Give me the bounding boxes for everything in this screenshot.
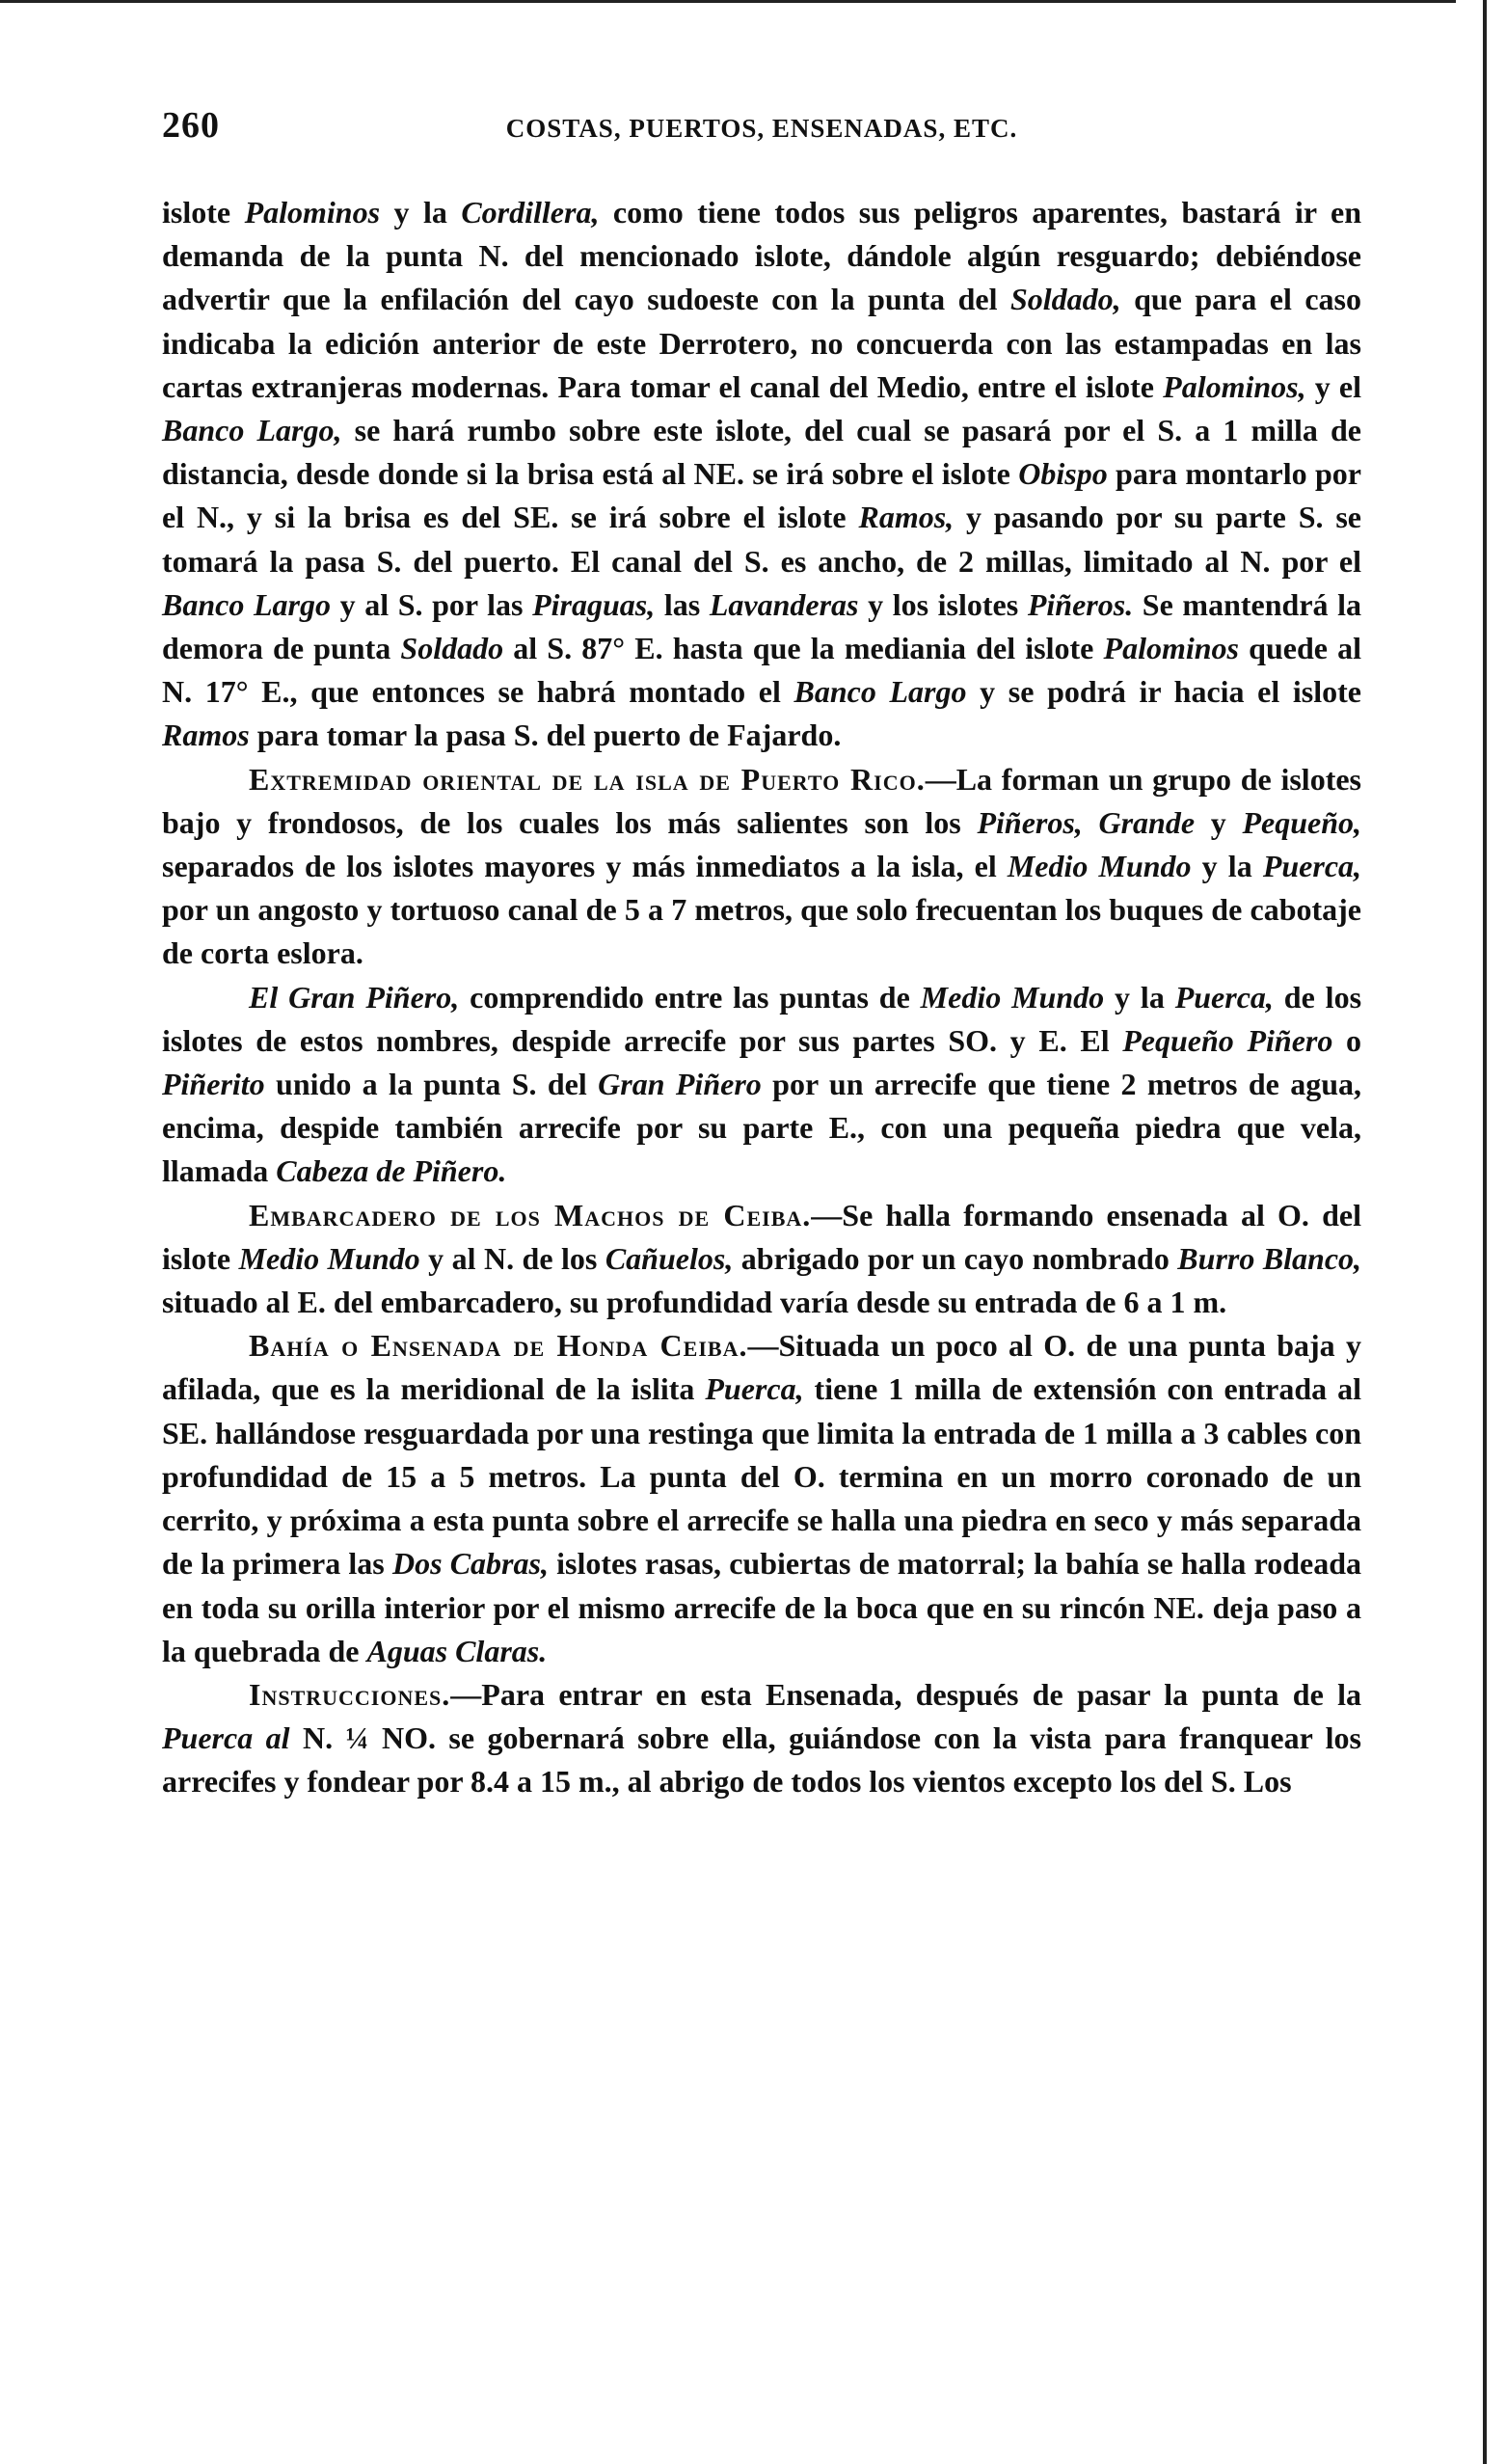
italic-name: Piñerito <box>162 1067 265 1102</box>
text-run: —Para entrar en esta Ensenada, después de pasar la punta de la <box>450 1676 1361 1712</box>
text-run: que para el caso indicaba la edición anterior de este Derrotero, no concuerda con las estampadas en las cartas extranjeras modernas. Para tomar el canal del Medio, entre el islote <box>162 282 1362 404</box>
text-run: —La forman un grupo de islotes bajo y frondosos, de los cuales los más salientes son los <box>162 761 1362 840</box>
italic-name: Banco Largo <box>793 674 967 710</box>
italic-name: Banco Largo <box>162 586 331 622</box>
italic-name: Puerca, <box>1262 849 1362 884</box>
text-run: y la <box>380 195 462 230</box>
section-heading: Extremidad oriental de la isla de Puerto Rico. <box>249 761 926 797</box>
paragraph-canal-instructions <box>162 191 1361 758</box>
italic-name: Pequeño Piñero <box>1122 1022 1333 1058</box>
text-run: como tiene todos sus peligros aparentes, bastará ir en demanda de la punta N. del mencionado islote, dándole algún resguardo; debiéndose advertir que la enfilación del cayo sudoeste con la punta del <box>162 195 1362 317</box>
italic-name: Medio Mundo <box>238 1240 420 1276</box>
italic-name: Dos Cabras, <box>391 1546 549 1582</box>
italic-name: Cordillera, <box>461 195 600 230</box>
text-run: —Situada un poco al O. de una punta baja y afilada, que es la meridional de la islita <box>162 1328 1361 1407</box>
page-number: 260 <box>162 105 220 146</box>
text-run: para montarlo por el N., y si la brisa es del SE. se irá sobre el islote <box>162 456 1362 535</box>
text-run: y al N. de los <box>419 1240 605 1276</box>
italic-name: Palominos <box>1103 631 1239 666</box>
text-run: —Se halla formando ensenada al O. del islote <box>162 1197 1361 1276</box>
italic-name: Soldado, <box>1009 282 1121 317</box>
body-text <box>162 191 1361 1804</box>
text-run: y se podrá ir hacia el islote <box>966 674 1362 710</box>
text-run: separados de los islotes mayores y más inmediatos a la isla, el <box>162 849 1008 884</box>
text-run: y los islotes <box>858 586 1028 622</box>
text-run: situado al E. del embarcadero, su profundidad varía desde su entrada de 6 a 1 m. <box>162 1285 1227 1320</box>
text-run: las <box>655 586 710 622</box>
section-heading: Bahía o Ensenada de Honda Ceiba. <box>249 1328 748 1364</box>
text-run: islotes rasas, cubiertas de matorral; la bahía se halla rodeada en toda su orilla interior por el mismo arrecife de la boca que en su rincón NE. deja paso a la quebrada de <box>162 1546 1362 1668</box>
text-run: se hará rumbo sobre este islote, del cual se pasará por el S. a 1 milla de distancia, desde donde si la brisa está al NE. se irá sobre el islote <box>162 413 1362 492</box>
text-run: islote <box>162 195 245 230</box>
book-page <box>162 104 1361 1804</box>
italic-name: Obispo <box>1018 456 1108 492</box>
italic-name: Cabeza de Piñero. <box>276 1153 507 1189</box>
paragraph-extremidad-oriental <box>162 758 1361 976</box>
running-head <box>162 104 1361 162</box>
italic-name: Ramos, <box>858 500 955 535</box>
italic-name: Puerca, <box>1174 979 1274 1015</box>
italic-name: Piraguas, <box>532 586 656 622</box>
italic-name: Pequeño, <box>1242 804 1362 840</box>
text-run: y la <box>1104 979 1175 1015</box>
italic-name: Gran Piñero <box>598 1067 762 1102</box>
text-run: comprendido entre las puntas de <box>459 979 921 1015</box>
section-heading: Instrucciones. <box>249 1676 451 1712</box>
text-run: y <box>1195 804 1243 840</box>
section-heading: Embarcadero de los Machos de Ceiba. <box>249 1197 812 1232</box>
text-run: Se mantendrá la demora de punta <box>162 586 1362 666</box>
text-run: por un angosto y tortuoso canal de 5 a 7 metros, que solo frecuentan los buques de cabotaje de corta eslora. <box>162 892 1361 971</box>
text-run: para tomar la pasa S. del puerto de Fajardo. <box>249 718 842 753</box>
paragraph-gran-pinero <box>162 976 1361 1194</box>
italic-name: Lavanderas <box>709 586 859 622</box>
italic-name: Piñeros, Grande <box>977 804 1196 840</box>
italic-name: Soldado <box>400 631 504 666</box>
text-run: y la <box>1191 849 1263 884</box>
italic-name: Medio Mundo <box>920 979 1105 1015</box>
text-run: abrigado por un cayo nombrado <box>733 1240 1178 1276</box>
italic-name: Palominos <box>244 195 381 230</box>
text-run: de los islotes de estos nombres, despide arrecife por sus partes SO. y E. El <box>162 979 1362 1058</box>
paragraph-embarcadero-machos <box>162 1194 1361 1325</box>
text-run: por un arrecife que tiene 2 metros de agua, encima, despide también arrecife por su parte E., con una pequeña piedra que vela, llamada <box>162 1067 1362 1189</box>
right-border-line <box>1483 0 1487 2464</box>
paragraph-bahia-honda-ceiba <box>162 1324 1361 1673</box>
text-run: tiene 1 milla de extensión con entrada al SE. hallándose resguardada por una restinga que limita la entrada de 1 milla a 3 cables con profundidad de 15 a 5 metros. La punta del O. termina en un morro coronado de un cerrito, y próxima a esta punta sobre el arrecife se halla una piedra en seco y más separada de la primera las <box>162 1371 1361 1582</box>
italic-name: Cañuelos, <box>605 1240 734 1276</box>
italic-name: Banco Largo, <box>162 413 342 448</box>
text-run: y al S. por las <box>330 586 533 622</box>
text-run: o <box>1332 1022 1362 1058</box>
italic-name: El Gran Piñero, <box>249 979 460 1015</box>
text-run: y pasando por su parte S. se tomará la pasa S. del puerto. El canal del S. es ancho, de 2 millas, limitado al N. por el <box>162 500 1362 579</box>
top-border-line <box>0 0 1456 3</box>
italic-name: Aguas Claras. <box>366 1633 548 1668</box>
italic-name: Burro Blanco, <box>1177 1240 1362 1276</box>
text-run: quede al N. 17° E., que entonces se habrá montado el <box>162 631 1362 710</box>
italic-name: Ramos <box>162 718 250 753</box>
italic-name: Piñeros. <box>1027 586 1134 622</box>
italic-name: Puerca al <box>162 1720 290 1756</box>
text-run: y el <box>1305 368 1362 404</box>
text-run: al S. 87° E. hasta que la mediania del islote <box>503 631 1104 666</box>
italic-name: Palominos, <box>1163 368 1306 404</box>
paragraph-instrucciones <box>162 1673 1361 1804</box>
italic-name: Medio Mundo <box>1007 849 1192 884</box>
text-run: N. ¼ NO. se gobernará sobre ella, guiándose con la vista para franquear los arrecifes y fondear por 8.4 a 15 m., al abrigo de todos los vientos excepto los del S. Los <box>162 1720 1362 1800</box>
text-run: unido a la punta S. del <box>264 1067 599 1102</box>
italic-name: Puerca, <box>705 1371 804 1407</box>
running-head-title: COSTAS, PUERTOS, ENSENADAS, ETC. <box>505 114 1018 143</box>
